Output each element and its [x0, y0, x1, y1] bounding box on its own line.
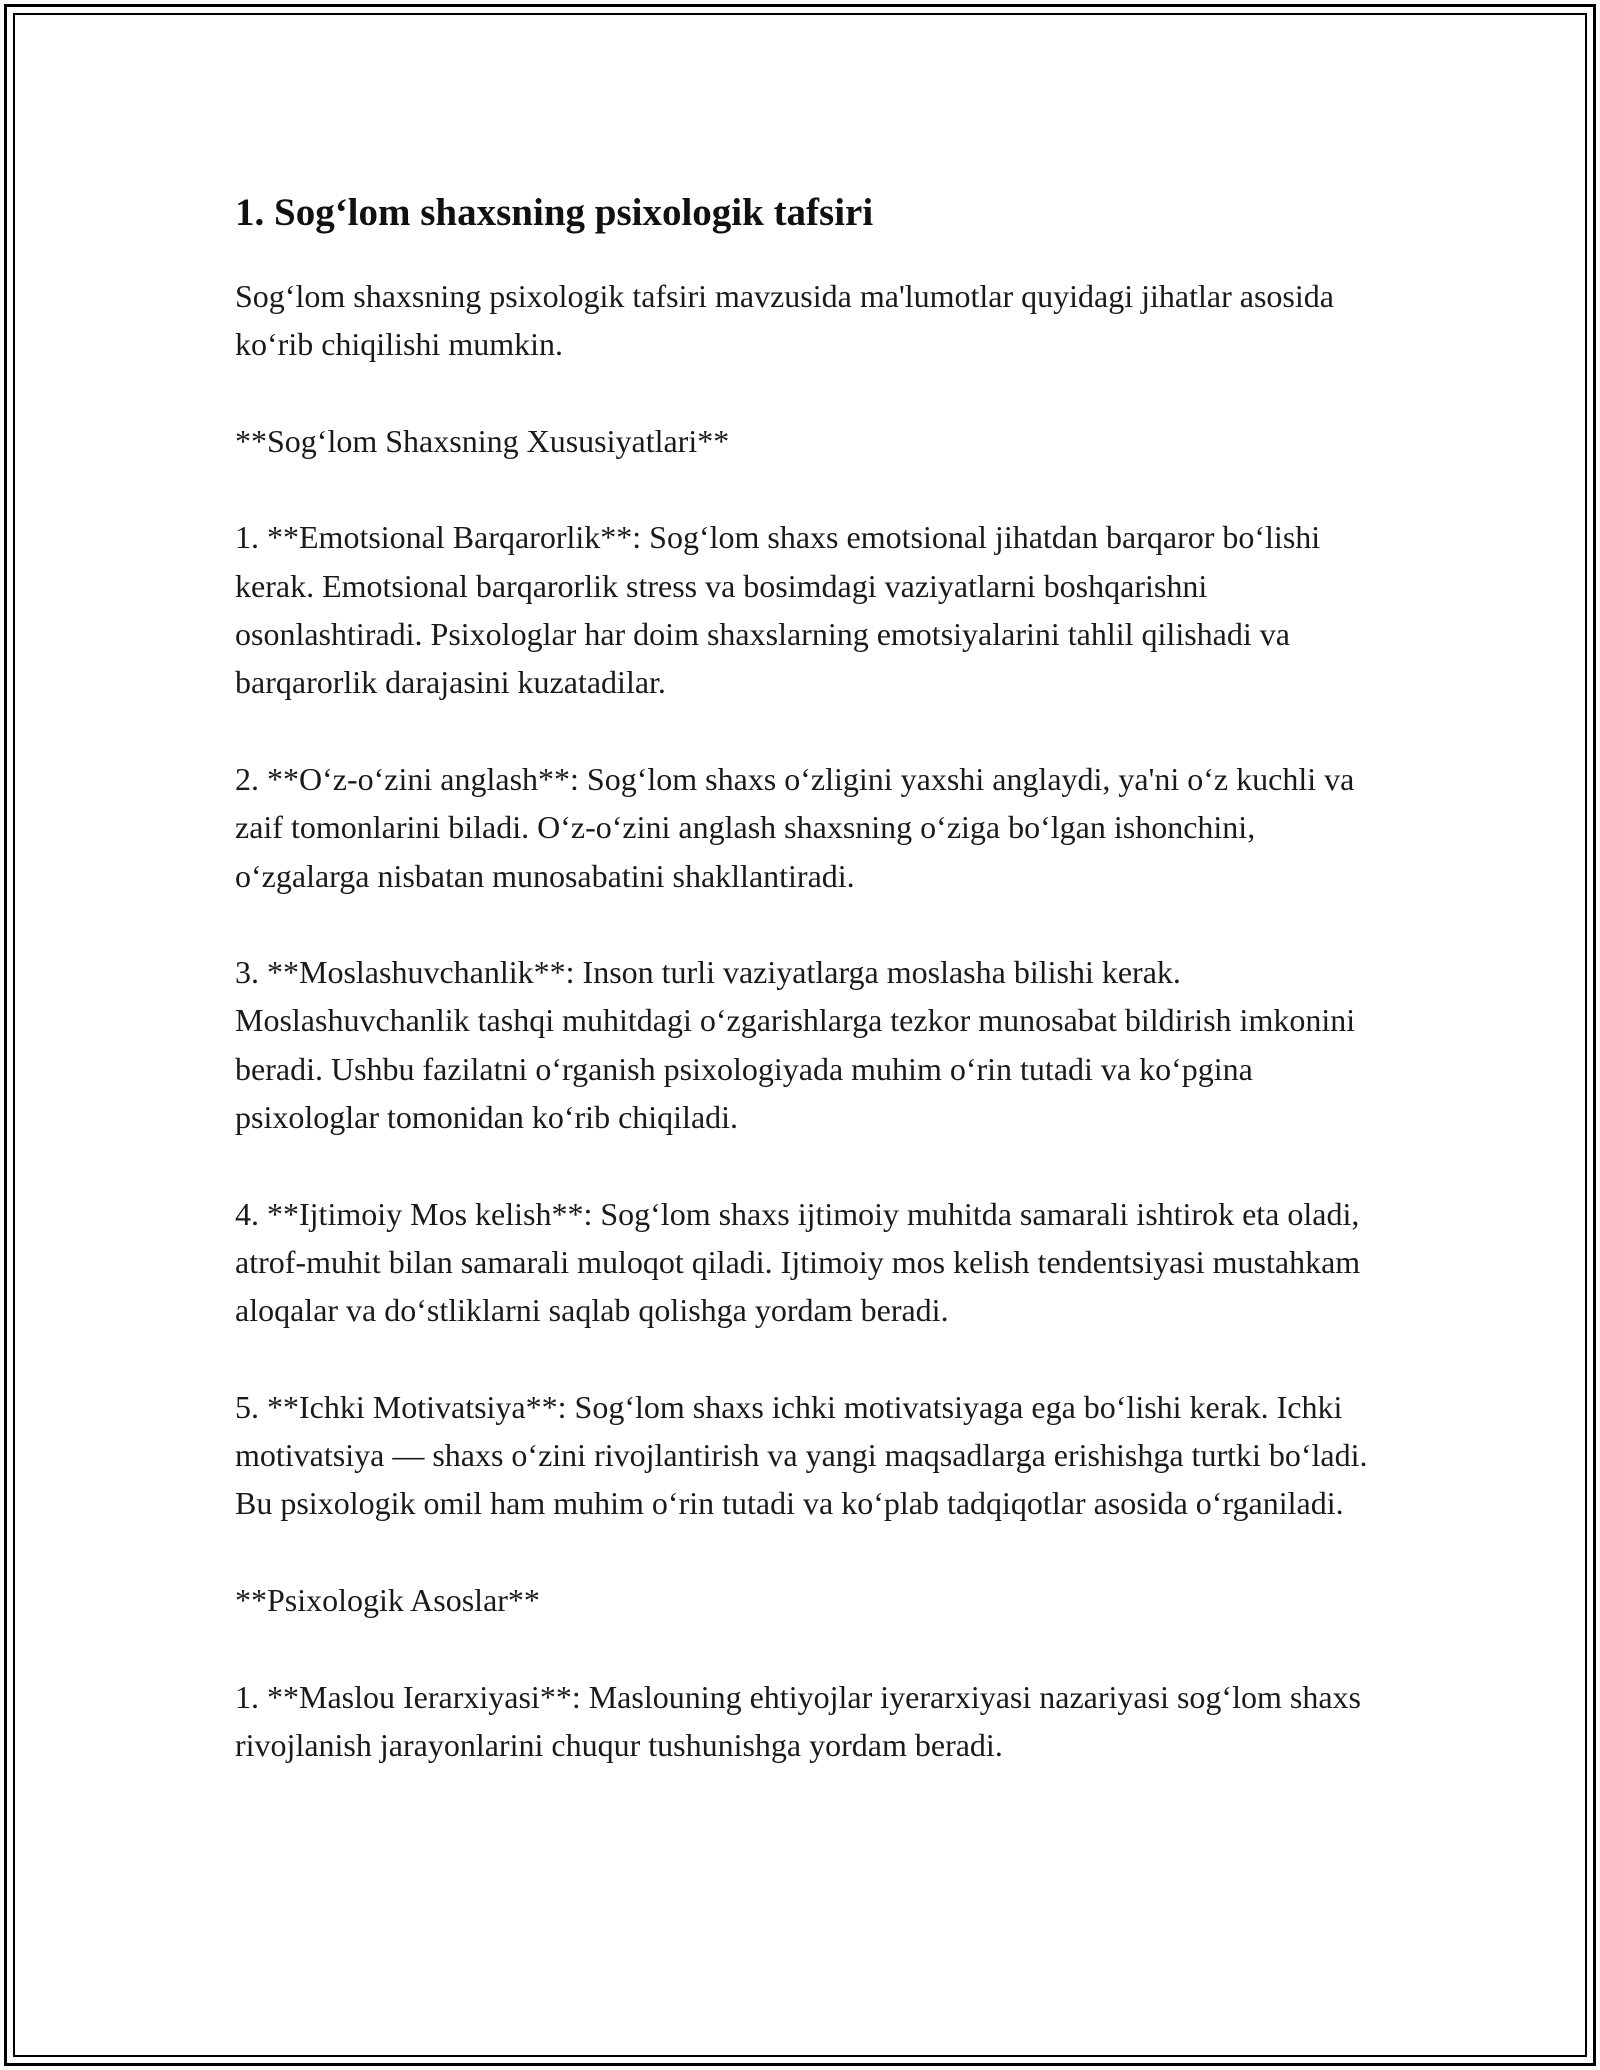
item-inner-motivation: 5. **Ichki Motivatsiya**: Sog‘lom shaxs ichki motivatsiyaga ega bo‘lishi kerak. Ichki motivatsiya — shaxs o‘zini rivojlantirish va yangi maqsadlarga erishishga turtki bo‘ladi. Bu psixologik omil ham muhim o‘rin tutadi va ko‘plab tadqiqotlar asosida o‘rganiladi. [235, 1388, 1368, 1522]
item-social-fit: 4. **Ijtimoiy Mos kelish**: Sog‘lom shaxs ijtimoiy muhitda samarali ishtirok eta oladi, atrof-muhit bilan samarali muloqot qiladi. Ijtimoiy mos kelish tendentsiyasi mustahkam aloqalar va do‘stliklarni saqlab qolishga yordam beradi. [235, 1195, 1361, 1329]
item-maslow-hierarchy: 1. **Maslou Ierarxiyasi**: Maslouning ehtiyojlar iyerarxiyasi nazariyasi sog‘lom shaxs rivojlanish jarayonlarini chuqur tushunishga yordam beradi. [235, 1678, 1361, 1763]
document-title: 1. Sog‘lom shaxsning psixologik tafsiri [235, 191, 874, 234]
intro-paragraph: Sog‘lom shaxsning psixologik tafsiri mavzusida ma'lumotlar quyidagi jihatlar asosida ko‘rib chiqilishi mumkin. [235, 278, 1334, 363]
item-emotional-stability: 1. **Emotsional Barqarorlik**: Sog‘lom shaxs emotsional jihatdan barqaror bo‘lishi kerak. Emotsional barqarorlik stress va bosimdagi vaziyatlarni boshqarishni osonlashtiradi. Psixologlar har doim shaxslarning emotsiyalarini tahlil qilishadi va barqarorlik darajasini kuzatadilar. [235, 519, 1321, 701]
item-self-awareness: 2. **O‘z-o‘zini anglash**: Sog‘lom shaxs o‘zligini yaxshi anglaydi, ya'ni o‘z kuchli va zaif tomonlarini biladi. O‘z-o‘zini anglash shaxsning o‘ziga bo‘lgan ishonchini, o‘zgalarga nisbatan munosabatini shakllantiradi. [235, 760, 1355, 894]
section-heading-foundations: **Psixologik Asoslar** [235, 1582, 540, 1619]
section-heading-characteristics: **Sog‘lom Shaxsning Xususiyatlari** [235, 422, 730, 459]
document-body [235, 180, 1385, 1769]
item-adaptability: 3. **Moslashuvchanlik**: Inson turli vaziyatlarga moslasha bilishi kerak. Moslashuvchanlik tashqi muhitdagi o‘zgarishlarga tezkor munosabat bildirish imkonini beradi. Ushbu fazilatni o‘rganish psixologiyada muhim o‘rin tutadi va ko‘pgina psixologlar tomonidan ko‘rib chiqiladi. [235, 954, 1356, 1136]
